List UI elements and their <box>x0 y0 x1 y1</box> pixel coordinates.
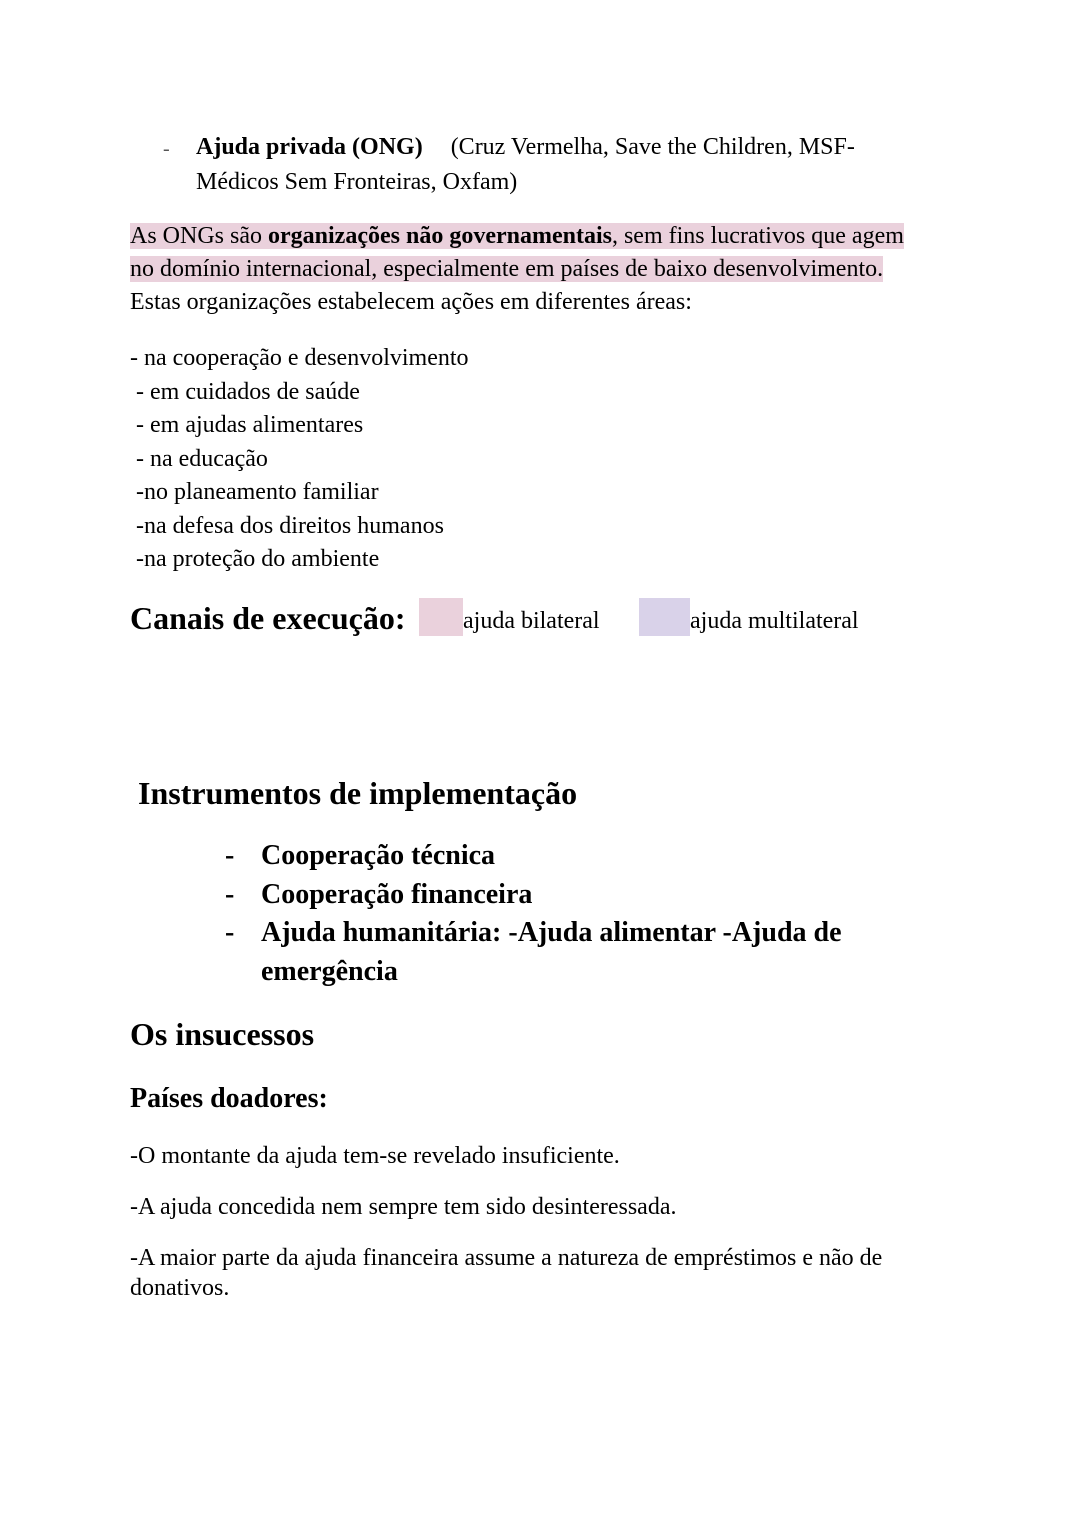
list-item: - em ajudas alimentares <box>130 412 364 438</box>
list-item: -na defesa dos direitos humanos <box>130 512 444 539</box>
instrument-line2: emergência <box>261 955 398 987</box>
legend-swatch-bilateral <box>419 598 463 636</box>
instrument-label <box>261 914 842 991</box>
insucesso-point: -O montante da ajuda tem-se revelado insuficiente. <box>130 1143 620 1169</box>
definition-line2: no domínio internacional, especialmente em países de baixo desenvolvimento. <box>130 256 884 282</box>
bullet-dash: - <box>225 878 235 910</box>
list-item <box>225 914 925 991</box>
instrument-line1: Ajuda humanitária: -Ajuda alimentar -Ajuda de <box>261 917 842 948</box>
action-areas-list <box>130 342 469 577</box>
insucesso-point: -A maior parte da ajuda financeira assume a natureza de empréstimos e não de donativos. <box>130 1245 883 1301</box>
insucesso-point: -A ajuda concedida nem sempre tem sido desinteressada. <box>130 1194 677 1220</box>
highlighted-definition <box>130 223 904 282</box>
list-item <box>225 837 925 876</box>
bullet-dash: - <box>225 840 235 871</box>
instrumentos-heading: Instrumentos de implementação <box>138 775 578 811</box>
list-item <box>225 876 925 915</box>
list-item: - na educação <box>130 445 268 472</box>
list-item: -na proteção do ambiente <box>130 546 380 572</box>
list-item: - em cuidados de saúde <box>130 378 360 405</box>
definition-bold-term: organizações não governamentais <box>268 223 612 249</box>
insucessos-heading: Os insucessos <box>130 1016 315 1052</box>
legend-label-multilateral: ajuda multilateral <box>690 608 859 634</box>
legend-label-bilateral: ajuda bilateral <box>463 608 600 634</box>
instrument-label: Cooperação financeira <box>261 878 533 910</box>
definition-line1-rest: , sem fins lucrativos que agem <box>611 223 904 249</box>
ngo-definition-paragraph <box>130 220 960 319</box>
list-item: -no planeamento familiar <box>130 479 379 505</box>
ngo-bullet-text <box>196 130 936 200</box>
legend-swatch-multilateral <box>639 598 690 636</box>
list-item: - na cooperação e desenvolvimento <box>130 345 469 371</box>
definition-line3: Estas organizações estabelecem ações em diferentes áreas: <box>130 289 692 315</box>
ngo-examples-line2: Médicos Sem Fronteiras, Oxfam) <box>196 169 518 195</box>
paises-doadores-subheading: Países doadores: <box>130 1083 328 1114</box>
ngo-bullet-title: Ajuda privada (ONG) <box>196 134 423 160</box>
bullet-dash: - <box>163 138 170 160</box>
ngo-examples-line1: (Cruz Vermelha, Save the Children, MSF- <box>450 134 855 160</box>
definition-prefix: As ONGs são <box>130 223 268 249</box>
canais-heading: Canais de execução: <box>130 600 406 636</box>
instrument-label: Cooperação técnica <box>261 840 496 871</box>
instrumentos-list <box>225 837 925 991</box>
bullet-dash: - <box>225 917 235 948</box>
